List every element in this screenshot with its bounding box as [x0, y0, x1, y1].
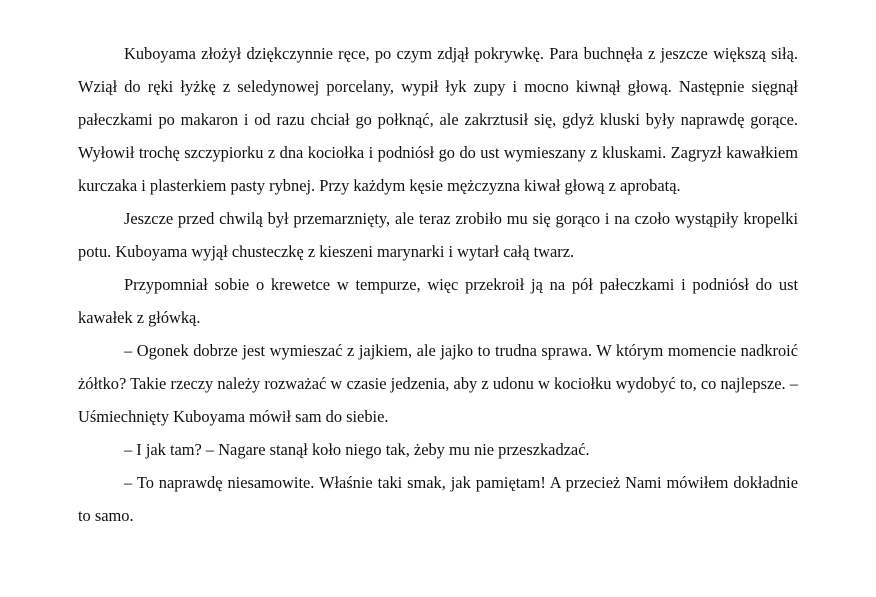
paragraph-4: – Ogonek dobrze jest wymieszać z jajkiem, ale jajko to trudna sprawa. W którym momencie nadkroić żółtko? Takie rzeczy należy rozważać w czasie jedzenia, aby z udonu w kociołku wydobyć to, co najlepsze. – Uśmiechnięty Kuboyama mówił sam do siebie. — [78, 341, 798, 426]
paragraph-1: Kuboyama złożył dziękczynnie ręce, po czym zdjął pokrywkę. Para buchnęła z jeszcze większą siłą. Wziął do ręki łyżkę z seledynowej porcelany, wypił łyk zupy i mocno kiwnął głową. Następnie sięgnął pałeczkami po makaron i od razu chciał go połknąć, ale zakrztusił się, gdyż kluski były naprawdę gorące. Wyłowił trochę szczypiorku z dna kociołka i podniósł go do ust wymieszany z kluskami. Zagryzł kawałkiem kurczaka i plasterkiem pasty rybnej. Przy każdym kęsie mężczyzna kiwał głową z aprobatą. — [78, 44, 798, 195]
paragraph-2: Jeszcze przed chwilą był przemarznięty, ale teraz zrobiło mu się gorąco i na czoło wystąpiły kropelki potu. Kuboyama wyjął chusteczkę z kieszeni marynarki i wytarł całą twarz. — [78, 209, 798, 261]
document-body — [78, 37, 798, 532]
paragraph-3: Przypomniał sobie o krewetce w tempurze, więc przekroił ją na pół pałeczkami i podniósł do ust kawałek z główką. — [78, 275, 798, 327]
paragraph-6: – To naprawdę niesamowite. Właśnie taki smak, jak pamiętam! A przecież Nami mówiłem dokładnie to samo. — [78, 473, 798, 525]
paragraph-5: – I jak tam? – Nagare stanął koło niego tak, żeby mu nie przeszkadzać. — [124, 440, 590, 459]
